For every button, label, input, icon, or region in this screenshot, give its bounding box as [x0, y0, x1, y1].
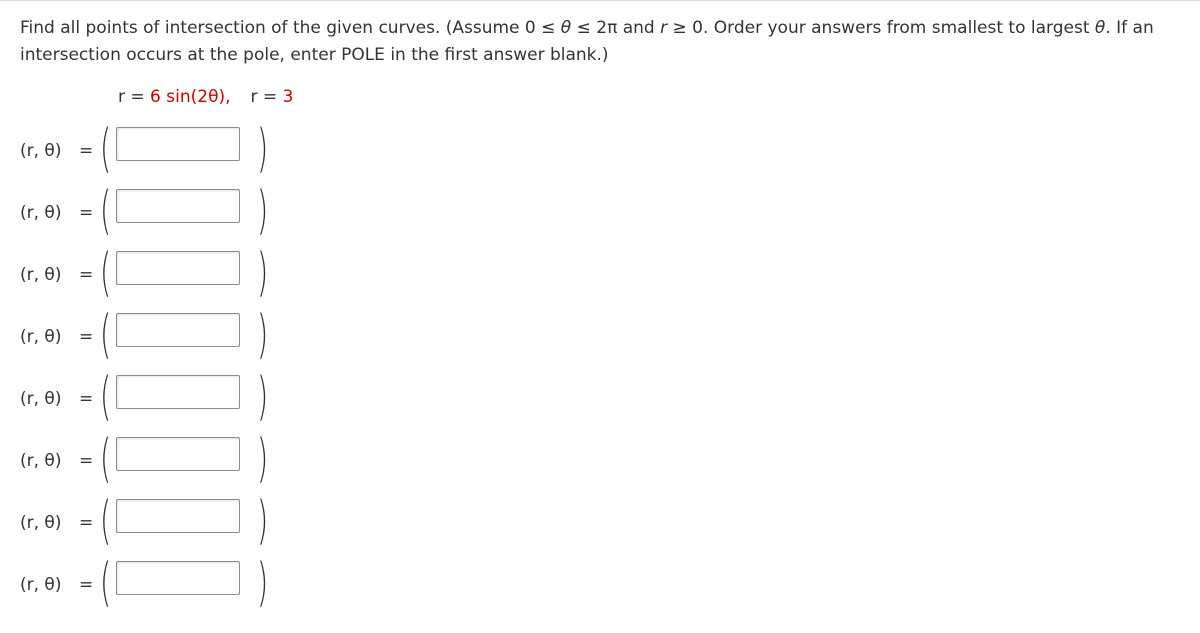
answer-row	[0, 429, 320, 489]
equals-sign: =	[79, 265, 94, 285]
open-paren: (	[100, 553, 112, 613]
answer-row	[0, 181, 320, 241]
answer-input-4[interactable]	[116, 313, 240, 347]
answer-input-5[interactable]	[116, 375, 240, 409]
curve1-prefix: r =	[118, 87, 151, 107]
close-paren: )	[257, 181, 269, 241]
answer-row-label: (r, θ)	[20, 513, 62, 533]
equals-sign: =	[79, 575, 94, 595]
open-paren: (	[100, 367, 112, 427]
close-paren: )	[257, 243, 269, 303]
open-paren: (	[100, 181, 112, 241]
theta-symbol: θ	[1094, 18, 1106, 38]
answer-row-label: (r, θ)	[20, 265, 62, 285]
equals-sign: =	[79, 513, 94, 533]
question-prompt	[20, 15, 1185, 69]
close-paren: )	[257, 491, 269, 551]
answer-row	[0, 305, 320, 365]
equals-sign: =	[79, 141, 94, 161]
answer-input-7[interactable]	[116, 499, 240, 533]
answer-input-2[interactable]	[116, 189, 240, 223]
close-paren: )	[257, 119, 269, 179]
open-paren: (	[100, 305, 112, 365]
answer-row-label: (r, θ)	[20, 451, 62, 471]
open-paren: (	[100, 491, 112, 551]
question-text-4: . If an intersection occurs at the pole, enter POLE in the first answer blank.)	[20, 18, 1154, 65]
curve2-value: 3	[282, 87, 294, 107]
r-symbol: r	[660, 18, 668, 38]
close-paren: )	[257, 305, 269, 365]
open-paren: (	[100, 429, 112, 489]
equals-sign: =	[79, 389, 94, 409]
answer-input-3[interactable]	[116, 251, 240, 285]
answer-row	[0, 243, 320, 303]
question-text-3: ≥ 0. Order your answers from smallest to largest	[667, 18, 1095, 38]
answer-row-label: (r, θ)	[20, 203, 62, 223]
equals-sign: =	[79, 451, 94, 471]
close-paren: )	[257, 553, 269, 613]
answer-row	[0, 553, 320, 613]
open-paren: (	[100, 243, 112, 303]
close-paren: )	[257, 429, 269, 489]
answer-input-1[interactable]	[116, 127, 240, 161]
answer-row	[0, 367, 320, 427]
answer-row-label: (r, θ)	[20, 389, 62, 409]
theta-symbol: θ	[560, 18, 572, 38]
question-text-1: Find all points of intersection of the given curves. (Assume 0 ≤	[20, 18, 561, 38]
answer-input-6[interactable]	[116, 437, 240, 471]
open-paren: (	[100, 119, 112, 179]
equals-sign: =	[79, 327, 94, 347]
answer-row	[0, 491, 320, 551]
answer-row-label: (r, θ)	[20, 327, 62, 347]
answer-row	[0, 119, 320, 179]
answer-input-8[interactable]	[116, 561, 240, 595]
curve-equations	[118, 85, 293, 109]
answer-row-label: (r, θ)	[20, 575, 62, 595]
answer-row-label: (r, θ)	[20, 141, 62, 161]
curve2-prefix: r =	[250, 87, 283, 107]
equals-sign: =	[79, 203, 94, 223]
curve1-value: 6 sin(2θ),	[150, 87, 231, 107]
question-text-2: ≤ 2π and	[571, 18, 661, 38]
close-paren: )	[257, 367, 269, 427]
